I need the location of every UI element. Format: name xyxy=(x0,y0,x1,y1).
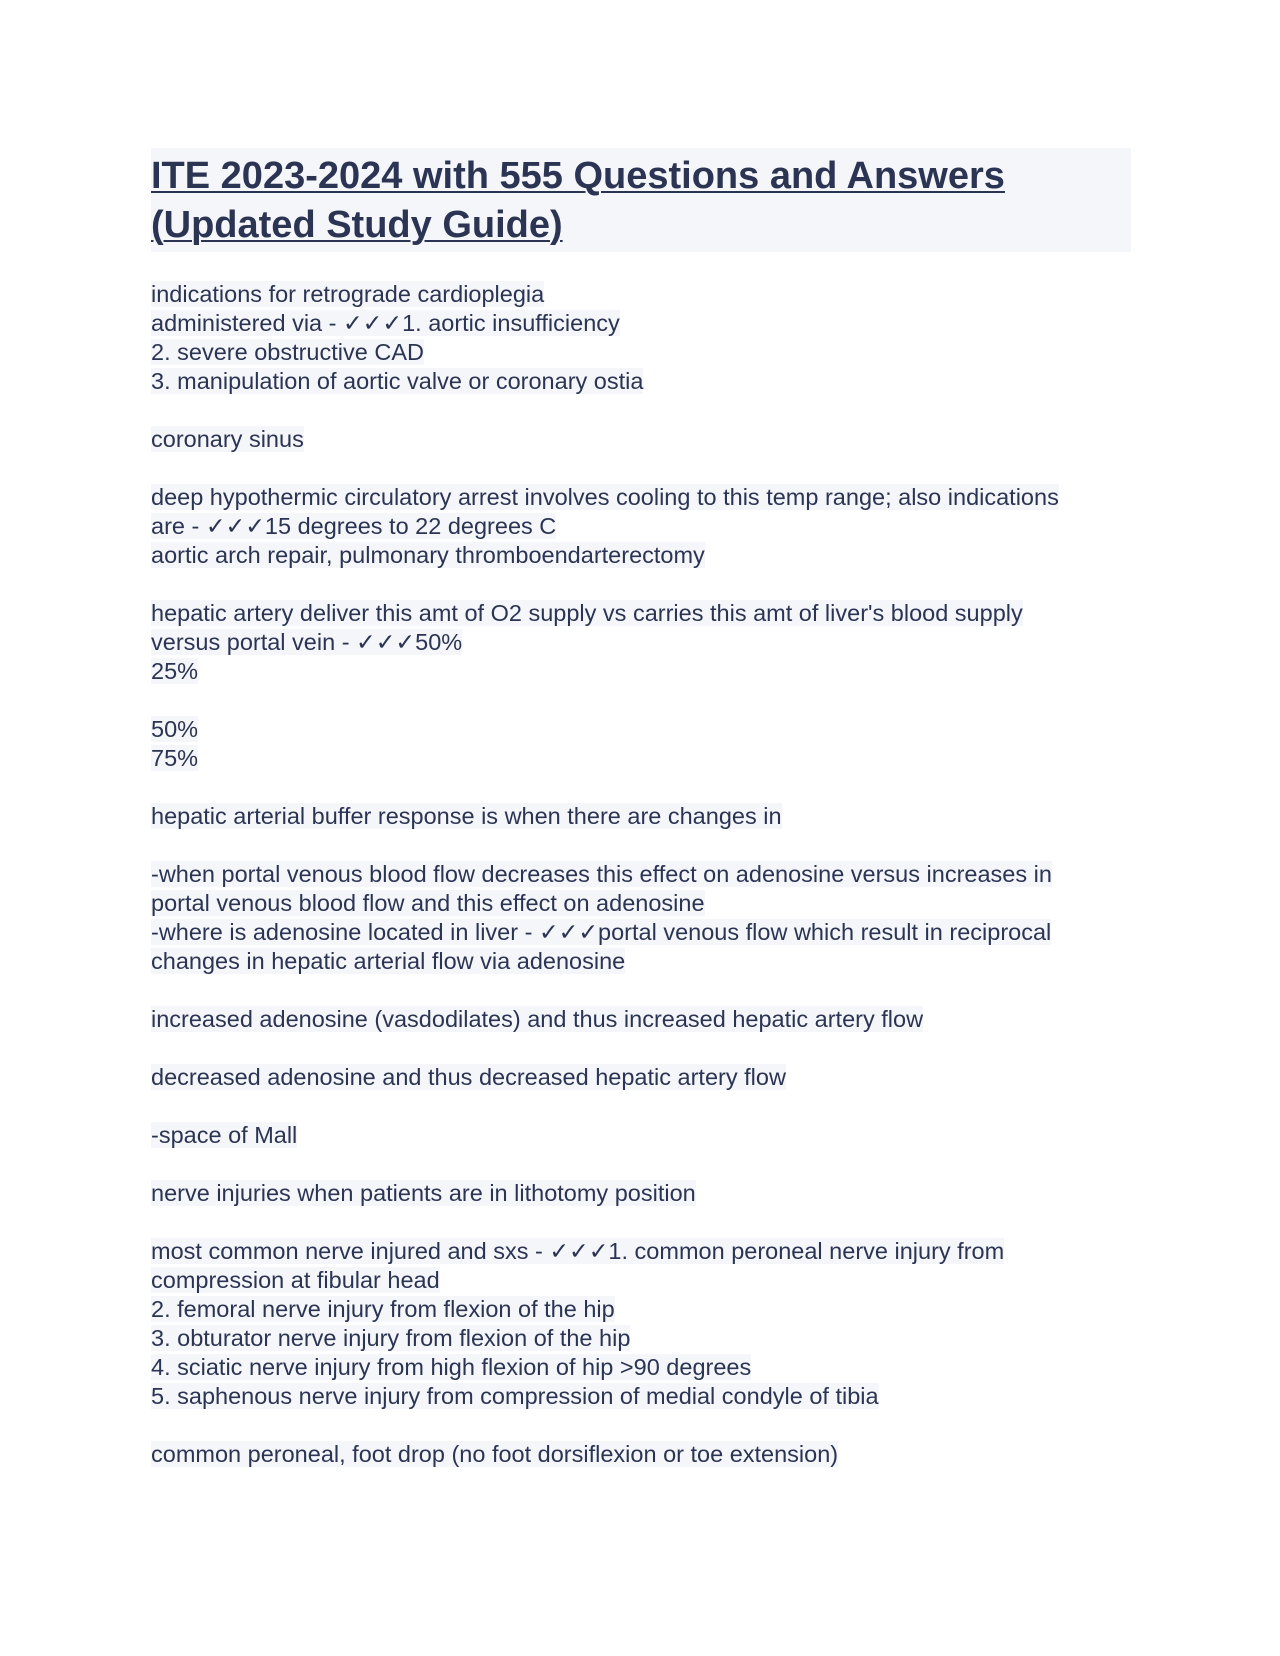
text-line: -space of Mall xyxy=(151,1122,298,1148)
text-line: decreased adenosine and thus decreased hepatic artery flow xyxy=(151,1064,786,1090)
title-line-2: (Updated Study Guide) xyxy=(151,204,563,246)
text-line: hepatic arterial buffer response is when there are changes in xyxy=(151,803,782,829)
qa-block-foot-drop xyxy=(151,1440,1131,1469)
text-line: 2. femoral nerve injury from flexion of the hip xyxy=(151,1296,615,1322)
text-line: 50% xyxy=(151,716,199,742)
qa-block-space-of-mall xyxy=(151,1121,1131,1150)
text-line: deep hypothermic circulatory arrest involves cooling to this temp range; also indications xyxy=(151,484,1059,510)
text-line-answer: most common nerve injured and sxs - ✓✓✓1. common peroneal nerve injury from xyxy=(151,1238,1005,1264)
title-block xyxy=(151,148,1131,252)
qa-block-adenosine xyxy=(151,860,1131,976)
text-line-answer: are - ✓✓✓15 degrees to 22 degrees C xyxy=(151,513,557,539)
text-line: coronary sinus xyxy=(151,426,304,452)
qa-block-percentages xyxy=(151,715,1131,773)
text-line-answer: administered via - ✓✓✓1. aortic insufficiency xyxy=(151,310,620,336)
text-line: 75% xyxy=(151,745,199,771)
text-line-answer: -where is adenosine located in liver - ✓✓✓portal venous flow which result in reciprocal xyxy=(151,919,1052,945)
text-line: common peroneal, foot drop (no foot dorsiflexion or toe extension) xyxy=(151,1441,839,1467)
qa-block-coronary-sinus xyxy=(151,425,1131,454)
text-line: compression at fibular head xyxy=(151,1267,440,1293)
text-line: hepatic artery deliver this amt of O2 supply vs carries this amt of liver's blood supply xyxy=(151,600,1023,626)
qa-block-retrograde-cardioplegia xyxy=(151,280,1131,396)
text-line: 3. manipulation of aortic valve or coronary ostia xyxy=(151,368,644,394)
qa-block-hepatic-artery xyxy=(151,599,1131,686)
qa-block-nerve-injuries xyxy=(151,1237,1131,1411)
qa-block-dhca xyxy=(151,483,1131,570)
text-line: 4. sciatic nerve injury from high flexion of hip >90 degrees xyxy=(151,1354,752,1380)
text-line: 25% xyxy=(151,658,199,684)
text-line: aortic arch repair, pulmonary thromboendarterectomy xyxy=(151,542,705,568)
qa-block-buffer-response xyxy=(151,802,1131,831)
text-line: 5. saphenous nerve injury from compression of medial condyle of tibia xyxy=(151,1383,879,1409)
text-line-answer: versus portal vein - ✓✓✓50% xyxy=(151,629,463,655)
title-line-1: ITE 2023-2024 with 555 Questions and Answers xyxy=(151,155,1005,197)
text-line: portal venous blood flow and this effect on adenosine xyxy=(151,890,705,916)
text-line: -when portal venous blood flow decreases this effect on adenosine versus increases in xyxy=(151,861,1052,887)
text-line: 2. severe obstructive CAD xyxy=(151,339,424,365)
document-page xyxy=(151,148,1131,1498)
document-body xyxy=(151,280,1131,1469)
text-line: increased adenosine (vasdodilates) and thus increased hepatic artery flow xyxy=(151,1006,924,1032)
qa-block-increased-adenosine xyxy=(151,1005,1131,1034)
document-title xyxy=(151,152,1131,250)
qa-block-lithotomy xyxy=(151,1179,1131,1208)
text-line: 3. obturator nerve injury from flexion of the hip xyxy=(151,1325,631,1351)
text-line: changes in hepatic arterial flow via adenosine xyxy=(151,948,626,974)
text-line: nerve injuries when patients are in lithotomy position xyxy=(151,1180,696,1206)
qa-block-decreased-adenosine xyxy=(151,1063,1131,1092)
text-line: indications for retrograde cardioplegia xyxy=(151,281,545,307)
